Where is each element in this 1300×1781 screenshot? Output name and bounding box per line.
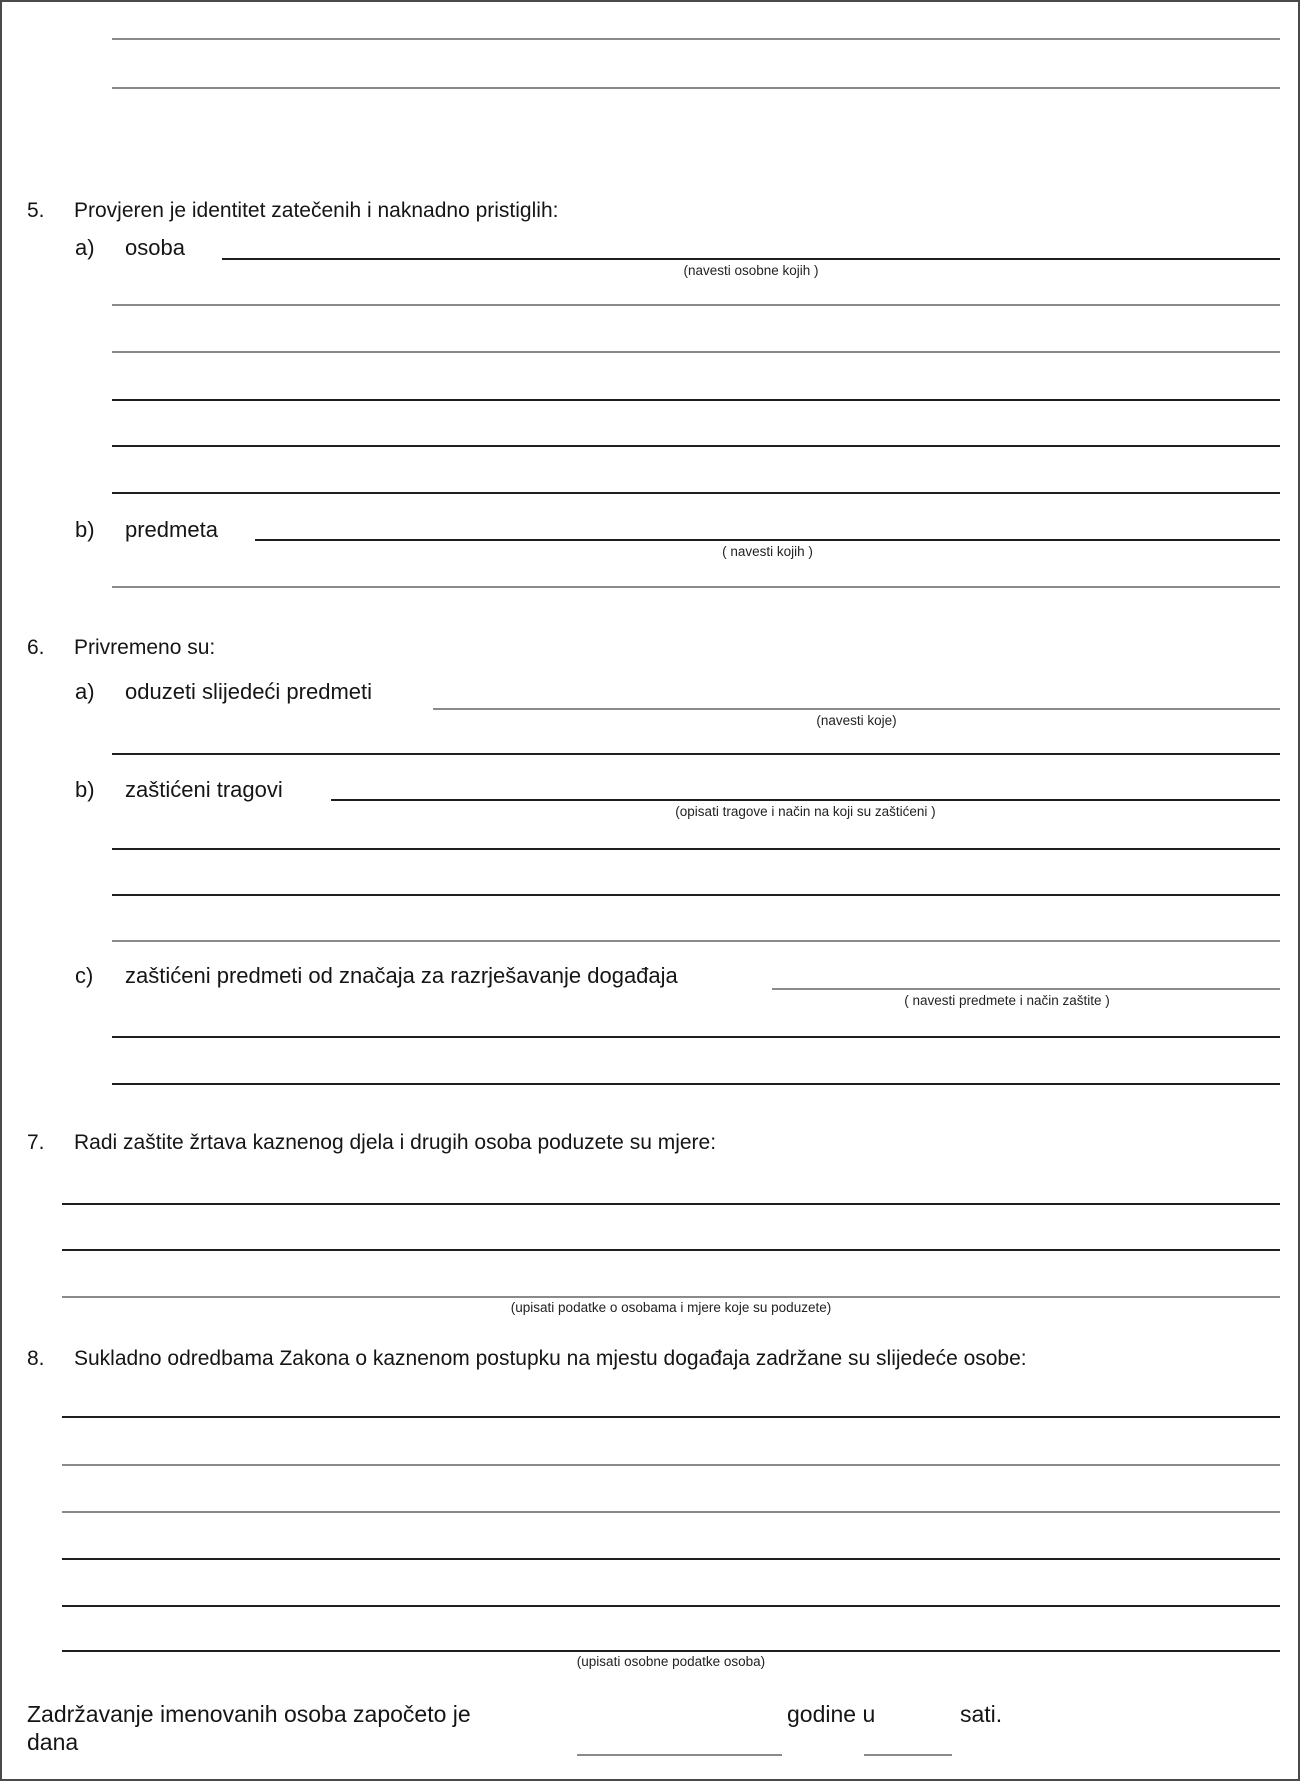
sub-item-label-6a: oduzeti slijedeći predmeti <box>125 679 373 704</box>
footer-dana-label: dana <box>27 1729 79 1755</box>
ruled-line <box>62 1511 1280 1513</box>
ruled-line <box>112 894 1280 896</box>
field-hint-6b: (opisati tragove i način na koji su zaštićeni ) <box>675 804 936 819</box>
item-title-6: Privremeno su: <box>74 636 216 659</box>
item-title-7: Radi zaštite žrtava kaznenog djela i drugih osoba poduzete su mjere: <box>74 1131 717 1154</box>
sub-item-letter-5b: b) <box>75 517 95 542</box>
ruled-line <box>62 1464 1280 1466</box>
ruled-line <box>62 1249 1280 1251</box>
ruled-line <box>62 1558 1280 1560</box>
sub-item-letter-5a: a) <box>75 235 95 260</box>
sub-item-letter-6b: b) <box>75 777 95 802</box>
fill-line <box>331 799 1280 801</box>
sub-item-label-6b: zaštićeni tragovi <box>125 777 283 802</box>
ruled-line <box>112 848 1280 850</box>
ruled-line <box>112 586 1280 588</box>
item-number-6: 6. <box>27 636 45 659</box>
ruled-line <box>112 445 1280 447</box>
footer-sentence-start: Zadržavanje imenovanih osoba započeto je <box>27 1701 471 1727</box>
ruled-line <box>112 304 1280 306</box>
sub-item-label-6c: zaštićeni predmeti od značaja za razrješavanje događaja <box>125 963 678 988</box>
ruled-line <box>112 1083 1280 1085</box>
fill-line <box>433 708 1280 710</box>
item-number-5: 5. <box>27 199 45 222</box>
fill-line <box>772 988 1280 990</box>
ruled-line <box>112 351 1280 353</box>
ruled-line <box>62 1416 1280 1418</box>
ruled-line <box>62 1650 1280 1652</box>
sub-item-letter-6c: c) <box>75 963 94 988</box>
item-number-8: 8. <box>27 1347 45 1370</box>
fill-line-date <box>577 1754 782 1756</box>
sub-item-label-5b: predmeta <box>125 517 218 542</box>
footer-sati-label: sati. <box>960 1701 1003 1727</box>
ruled-line <box>112 399 1280 401</box>
ruled-line <box>112 1036 1280 1038</box>
field-hint-5a: (navesti osobne kojih ) <box>683 263 819 278</box>
item-title-8: Sukladno odredbama Zakona o kaznenom postupku na mjestu događaja zadržane su slijedeće osobe: <box>74 1347 1027 1370</box>
ruled-line <box>112 753 1280 755</box>
ruled-line <box>112 87 1280 89</box>
ruled-line <box>112 38 1280 40</box>
ruled-line <box>112 940 1280 942</box>
field-hint-5b: ( navesti kojih ) <box>722 544 813 559</box>
field-hint-6c: ( navesti predmete i način zaštite ) <box>904 993 1110 1008</box>
field-hint-6a: (navesti koje) <box>816 713 897 728</box>
ruled-line <box>112 492 1280 494</box>
sub-item-letter-6a: a) <box>75 679 95 704</box>
footer-godine-label: godine u <box>787 1701 876 1727</box>
ruled-line <box>62 1203 1280 1205</box>
ruled-line <box>62 1605 1280 1607</box>
fill-line-hour <box>864 1754 952 1756</box>
fill-line <box>255 539 1280 541</box>
ruled-line <box>62 1296 1280 1298</box>
field-hint-7: (upisati podatke o osobama i mjere koje su poduzete) <box>510 1300 832 1315</box>
sub-item-label-5a: osoba <box>125 235 185 260</box>
item-title-5: Provjeren je identitet zatečenih i naknadno pristiglih: <box>74 199 559 222</box>
item-number-7: 7. <box>27 1131 45 1154</box>
fill-line <box>222 258 1280 260</box>
field-hint-8: (upisati osobne podatke osoba) <box>576 1654 766 1669</box>
